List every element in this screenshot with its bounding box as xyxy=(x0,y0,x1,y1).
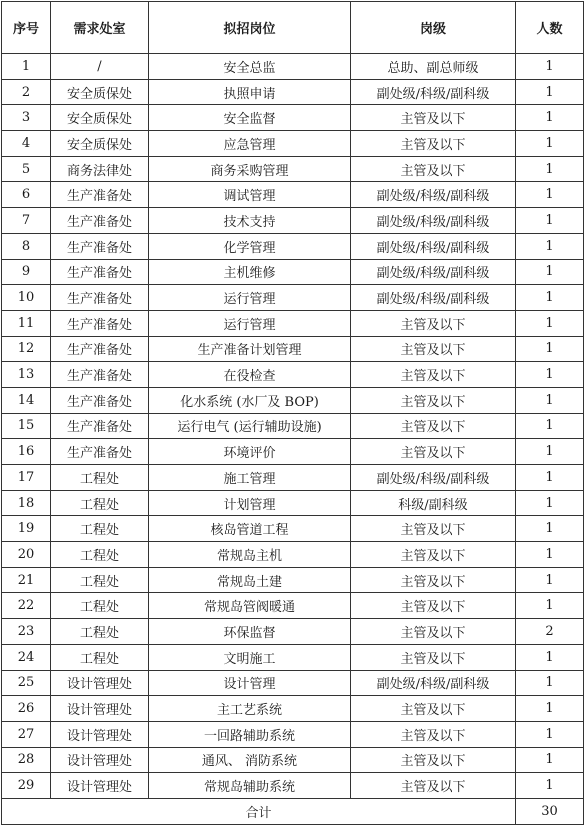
cell-department: 设计管理处 xyxy=(51,773,149,799)
table-body xyxy=(2,54,584,799)
cell-department: 设计管理处 xyxy=(51,670,149,696)
cell-department: 工程处 xyxy=(51,516,149,542)
cell-count: 1 xyxy=(516,542,584,568)
cell-department: 生产准备处 xyxy=(51,387,149,413)
table-row xyxy=(2,208,584,234)
table-row xyxy=(2,259,584,285)
cell-position: 环保监督 xyxy=(149,619,351,645)
table-footer xyxy=(2,798,584,824)
cell-position: 常规岛土建 xyxy=(149,567,351,593)
cell-seq: 12 xyxy=(2,336,51,362)
cell-seq: 3 xyxy=(2,105,51,131)
table-row xyxy=(2,644,584,670)
table-row xyxy=(2,131,584,157)
cell-level: 主管及以下 xyxy=(351,619,516,645)
table-row xyxy=(2,310,584,336)
cell-department: 工程处 xyxy=(51,567,149,593)
cell-position: 运行电气 (运行辅助设施) xyxy=(149,413,351,439)
cell-position: 施工管理 xyxy=(149,465,351,491)
cell-department: 生产准备处 xyxy=(51,208,149,234)
cell-level: 主管及以下 xyxy=(351,644,516,670)
cell-position: 调试管理 xyxy=(149,182,351,208)
table-row xyxy=(2,336,584,362)
cell-count: 1 xyxy=(516,516,584,542)
cell-count: 1 xyxy=(516,259,584,285)
cell-level: 副处级/科级/副科级 xyxy=(351,233,516,259)
cell-department: 生产准备处 xyxy=(51,285,149,311)
table-row xyxy=(2,593,584,619)
cell-seq: 1 xyxy=(2,54,51,80)
cell-department: 生产准备处 xyxy=(51,182,149,208)
cell-position: 商务采购管理 xyxy=(149,156,351,182)
header-level: 岗级 xyxy=(351,2,516,54)
cell-level: 副处级/科级/副科级 xyxy=(351,259,516,285)
cell-count: 1 xyxy=(516,593,584,619)
cell-count: 1 xyxy=(516,285,584,311)
cell-count: 1 xyxy=(516,439,584,465)
table-row xyxy=(2,490,584,516)
cell-position: 常规岛管阀暖通 xyxy=(149,593,351,619)
cell-seq: 4 xyxy=(2,131,51,157)
cell-seq: 25 xyxy=(2,670,51,696)
cell-count: 1 xyxy=(516,310,584,336)
cell-seq: 16 xyxy=(2,439,51,465)
cell-department: 生产准备处 xyxy=(51,362,149,388)
cell-count: 1 xyxy=(516,131,584,157)
cell-seq: 23 xyxy=(2,619,51,645)
cell-position: 化水系统 (水厂及 BOP) xyxy=(149,387,351,413)
cell-position: 安全总监 xyxy=(149,54,351,80)
cell-level: 主管及以下 xyxy=(351,362,516,388)
table-row xyxy=(2,516,584,542)
cell-department: 设计管理处 xyxy=(51,721,149,747)
cell-count: 1 xyxy=(516,208,584,234)
cell-seq: 28 xyxy=(2,747,51,773)
cell-level: 主管及以下 xyxy=(351,516,516,542)
cell-level: 主管及以下 xyxy=(351,131,516,157)
cell-level: 主管及以下 xyxy=(351,310,516,336)
cell-position: 执照申请 xyxy=(149,79,351,105)
cell-department: 安全质保处 xyxy=(51,79,149,105)
cell-count: 1 xyxy=(516,156,584,182)
cell-count: 1 xyxy=(516,105,584,131)
cell-department: 生产准备处 xyxy=(51,310,149,336)
cell-department: 安全质保处 xyxy=(51,105,149,131)
cell-count: 1 xyxy=(516,79,584,105)
table-header xyxy=(2,2,584,54)
cell-seq: 5 xyxy=(2,156,51,182)
cell-level: 副处级/科级/副科级 xyxy=(351,285,516,311)
cell-count: 1 xyxy=(516,465,584,491)
cell-count: 1 xyxy=(516,387,584,413)
cell-seq: 19 xyxy=(2,516,51,542)
table-row xyxy=(2,465,584,491)
header-department: 需求处室 xyxy=(51,2,149,54)
cell-department: 设计管理处 xyxy=(51,696,149,722)
cell-position: 常规岛主机 xyxy=(149,542,351,568)
cell-department: 工程处 xyxy=(51,619,149,645)
table-row xyxy=(2,156,584,182)
cell-seq: 20 xyxy=(2,542,51,568)
header-position: 拟招岗位 xyxy=(149,2,351,54)
header-seq: 序号 xyxy=(2,2,51,54)
cell-level: 主管及以下 xyxy=(351,696,516,722)
cell-level: 副处级/科级/副科级 xyxy=(351,670,516,696)
cell-count: 1 xyxy=(516,721,584,747)
cell-level: 主管及以下 xyxy=(351,773,516,799)
cell-seq: 18 xyxy=(2,490,51,516)
cell-level: 副处级/科级/副科级 xyxy=(351,182,516,208)
cell-count: 1 xyxy=(516,490,584,516)
cell-level: 主管及以下 xyxy=(351,105,516,131)
cell-level: 副处级/科级/副科级 xyxy=(351,465,516,491)
cell-position: 安全监督 xyxy=(149,105,351,131)
table-row xyxy=(2,721,584,747)
cell-department: 生产准备处 xyxy=(51,413,149,439)
cell-position: 在役检查 xyxy=(149,362,351,388)
cell-seq: 24 xyxy=(2,644,51,670)
cell-position: 设计管理 xyxy=(149,670,351,696)
cell-count: 1 xyxy=(516,336,584,362)
cell-department: 工程处 xyxy=(51,593,149,619)
cell-count: 1 xyxy=(516,567,584,593)
cell-seq: 6 xyxy=(2,182,51,208)
cell-count: 1 xyxy=(516,182,584,208)
cell-position: 文明施工 xyxy=(149,644,351,670)
table-row xyxy=(2,105,584,131)
cell-position: 应急管理 xyxy=(149,131,351,157)
total-count: 30 xyxy=(516,798,584,824)
cell-position: 核岛管道工程 xyxy=(149,516,351,542)
cell-seq: 8 xyxy=(2,233,51,259)
cell-position: 运行管理 xyxy=(149,310,351,336)
cell-count: 1 xyxy=(516,747,584,773)
cell-seq: 10 xyxy=(2,285,51,311)
table-row xyxy=(2,542,584,568)
cell-position: 生产准备计划管理 xyxy=(149,336,351,362)
cell-department: 生产准备处 xyxy=(51,439,149,465)
cell-level: 主管及以下 xyxy=(351,542,516,568)
cell-level: 主管及以下 xyxy=(351,156,516,182)
cell-count: 1 xyxy=(516,696,584,722)
cell-level: 主管及以下 xyxy=(351,387,516,413)
cell-position: 主工艺系统 xyxy=(149,696,351,722)
cell-department: 工程处 xyxy=(51,465,149,491)
cell-count: 1 xyxy=(516,362,584,388)
positions-table xyxy=(1,1,584,825)
table-row xyxy=(2,285,584,311)
cell-seq: 13 xyxy=(2,362,51,388)
cell-seq: 21 xyxy=(2,567,51,593)
cell-seq: 9 xyxy=(2,259,51,285)
cell-position: 化学管理 xyxy=(149,233,351,259)
cell-count: 1 xyxy=(516,233,584,259)
cell-seq: 26 xyxy=(2,696,51,722)
cell-count: 1 xyxy=(516,644,584,670)
cell-level: 主管及以下 xyxy=(351,593,516,619)
table-row xyxy=(2,670,584,696)
table-row xyxy=(2,362,584,388)
table-row xyxy=(2,567,584,593)
cell-count: 1 xyxy=(516,670,584,696)
cell-seq: 22 xyxy=(2,593,51,619)
cell-position: 计划管理 xyxy=(149,490,351,516)
cell-department: 工程处 xyxy=(51,644,149,670)
cell-count: 1 xyxy=(516,54,584,80)
cell-seq: 11 xyxy=(2,310,51,336)
cell-position: 常规岛辅助系统 xyxy=(149,773,351,799)
cell-department: 设计管理处 xyxy=(51,747,149,773)
cell-seq: 7 xyxy=(2,208,51,234)
cell-level: 总助、副总师级 xyxy=(351,54,516,80)
cell-level: 主管及以下 xyxy=(351,439,516,465)
cell-seq: 17 xyxy=(2,465,51,491)
cell-department: 生产准备处 xyxy=(51,259,149,285)
cell-position: 运行管理 xyxy=(149,285,351,311)
cell-position: 环境评价 xyxy=(149,439,351,465)
total-label: 合计 xyxy=(2,798,516,824)
cell-level: 副处级/科级/副科级 xyxy=(351,208,516,234)
header-count: 人数 xyxy=(516,2,584,54)
table-row xyxy=(2,747,584,773)
table-row xyxy=(2,413,584,439)
table-row xyxy=(2,773,584,799)
cell-level: 主管及以下 xyxy=(351,413,516,439)
table-row xyxy=(2,79,584,105)
header-row xyxy=(2,2,584,54)
table-row xyxy=(2,439,584,465)
cell-count: 1 xyxy=(516,413,584,439)
table-row xyxy=(2,696,584,722)
table-row xyxy=(2,54,584,80)
cell-seq: 27 xyxy=(2,721,51,747)
table-row xyxy=(2,387,584,413)
cell-position: 通风、 消防系统 xyxy=(149,747,351,773)
cell-level: 主管及以下 xyxy=(351,567,516,593)
cell-department: 工程处 xyxy=(51,542,149,568)
table-row xyxy=(2,619,584,645)
cell-position: 技术支持 xyxy=(149,208,351,234)
cell-position: 一回路辅助系统 xyxy=(149,721,351,747)
cell-seq: 29 xyxy=(2,773,51,799)
cell-department: / xyxy=(51,54,149,80)
cell-department: 工程处 xyxy=(51,490,149,516)
cell-department: 安全质保处 xyxy=(51,131,149,157)
cell-seq: 15 xyxy=(2,413,51,439)
cell-level: 主管及以下 xyxy=(351,721,516,747)
cell-level: 主管及以下 xyxy=(351,747,516,773)
cell-level: 主管及以下 xyxy=(351,336,516,362)
cell-seq: 2 xyxy=(2,79,51,105)
cell-count: 1 xyxy=(516,773,584,799)
cell-level: 副处级/科级/副科级 xyxy=(351,79,516,105)
total-row xyxy=(2,798,584,824)
cell-level: 科级/副科级 xyxy=(351,490,516,516)
table-row xyxy=(2,233,584,259)
cell-department: 生产准备处 xyxy=(51,233,149,259)
cell-position: 主机维修 xyxy=(149,259,351,285)
cell-department: 生产准备处 xyxy=(51,336,149,362)
cell-department: 商务法律处 xyxy=(51,156,149,182)
cell-count: 2 xyxy=(516,619,584,645)
cell-seq: 14 xyxy=(2,387,51,413)
table-row xyxy=(2,182,584,208)
